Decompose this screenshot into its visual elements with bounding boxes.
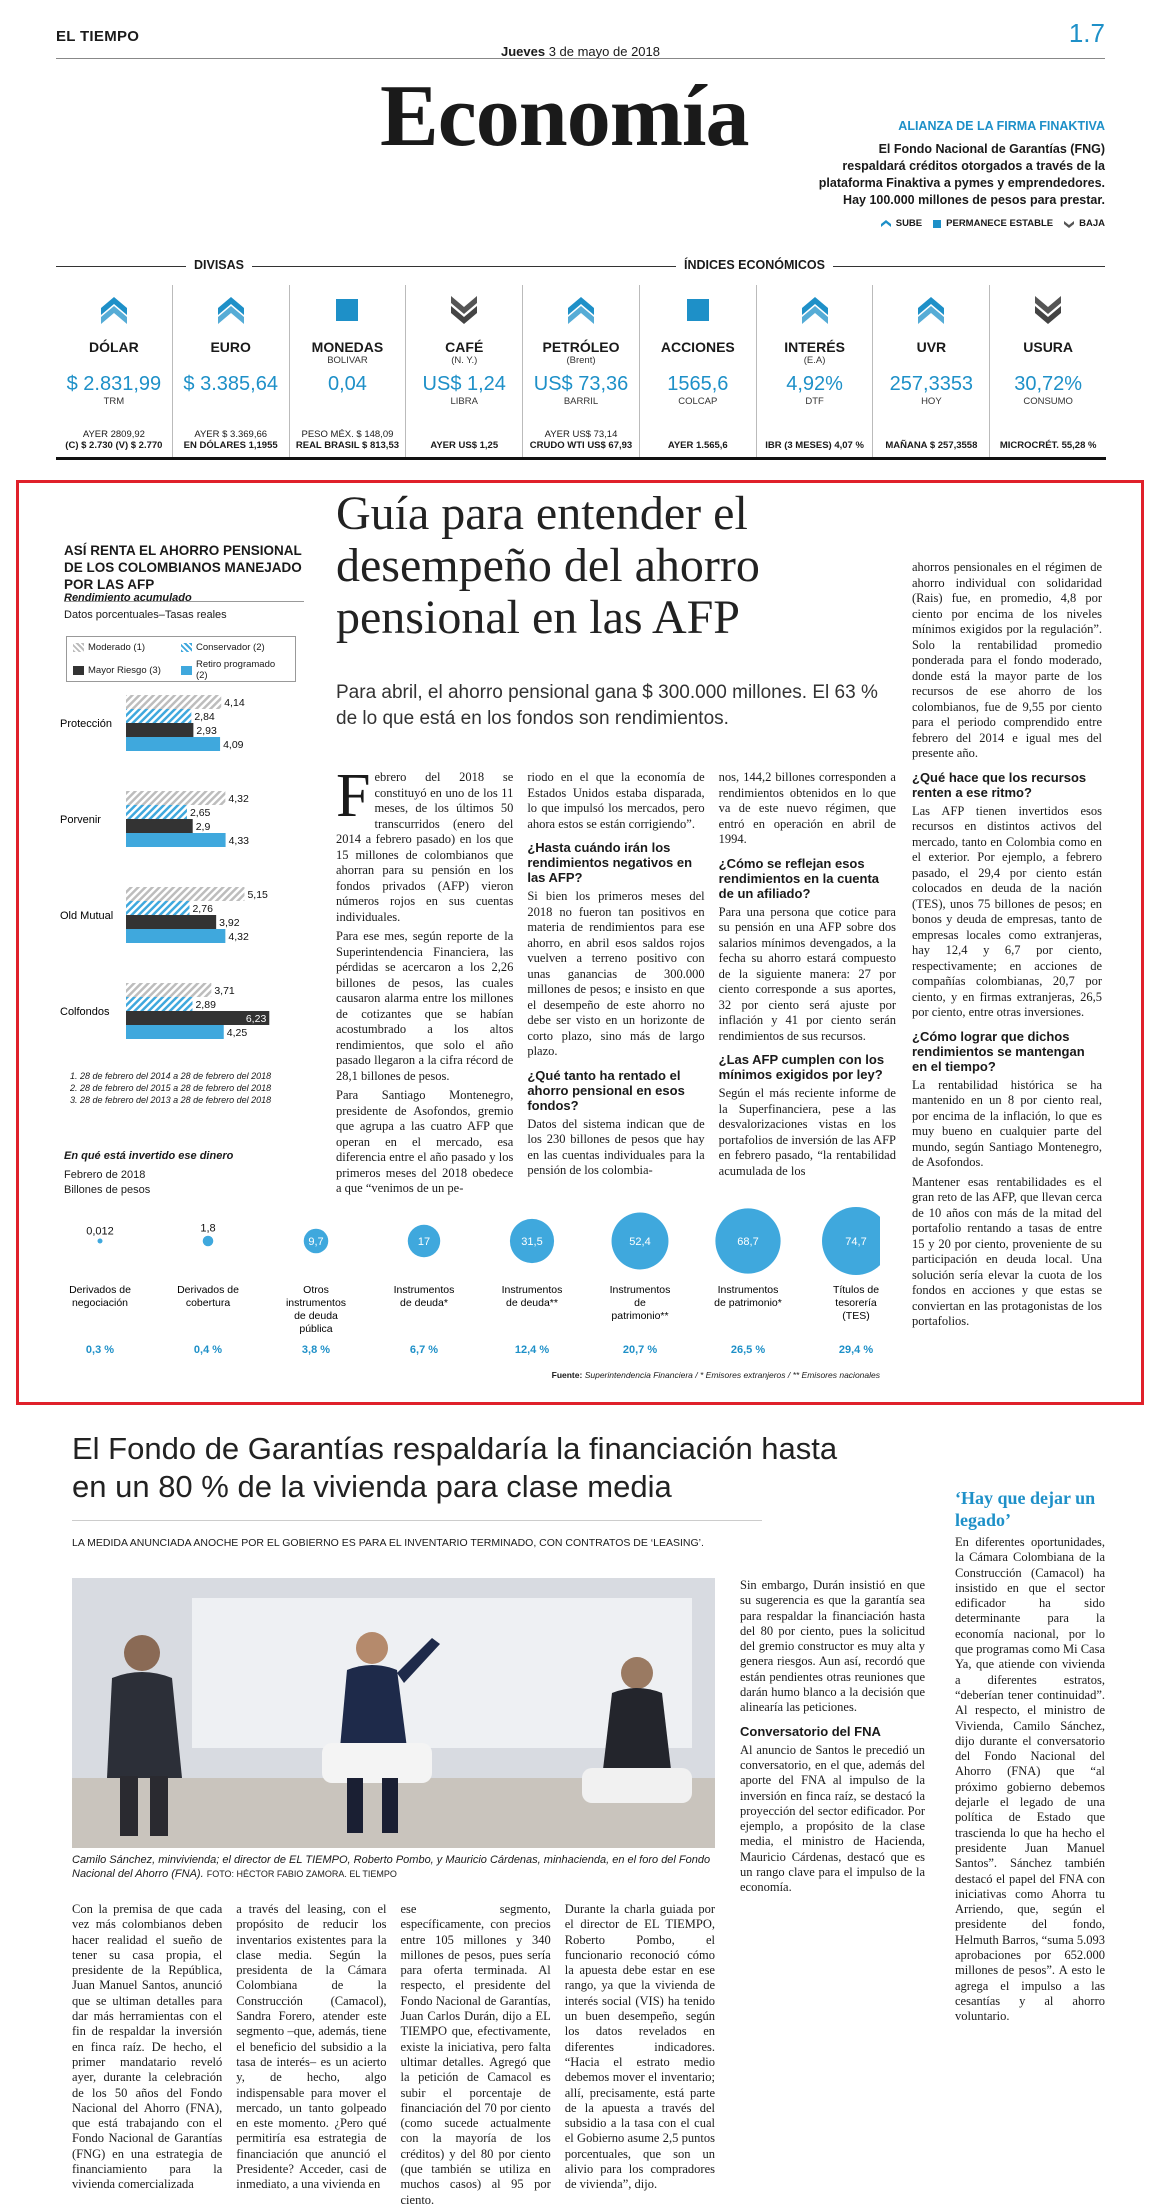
legend-conservador: Conservador (2) — [181, 642, 289, 653]
promo-kicker: ALIANZA DE LA FIRMA FINAKTIVA — [898, 119, 1105, 133]
date-rest: 3 de mayo de 2018 — [545, 44, 660, 59]
feature-deck: Para abril, el ahorro pensional gana $ 300.000 millones. El 63 % de lo que está en los fondos son rendimientos. — [336, 682, 878, 729]
bubble — [98, 1239, 103, 1244]
bar — [126, 805, 187, 819]
indicator-name: ACCIONES — [660, 339, 735, 355]
category-label: cobertura — [185, 1297, 231, 1309]
date-line — [0, 44, 1161, 59]
indicator-euro — [173, 285, 290, 457]
indicator-usura — [990, 285, 1106, 457]
indicator-unit: LIBRA — [450, 396, 478, 407]
category-label: (TES) — [842, 1310, 870, 1322]
story2-kicker: LA MEDIDA ANUNCIADA ANOCHE POR EL GOBIERNO ES PARA EL INVENTARIO TERMINADO, CON CONTRATOS DE ‘LEASING’. — [72, 1537, 704, 1549]
indicator-value: US$ 73,36 — [533, 373, 629, 395]
bubble-value: 74,7 — [845, 1236, 867, 1248]
chart2-unit: Billones de pesos — [64, 1184, 151, 1196]
indicator-sub: BOLIVAR — [327, 355, 368, 366]
story2-column-3: ese segmento, específicamente, con precios entre 105 millones y 340 millones de pesos, pues sería para oferta terminada. Al respecto, el presidente del Fondo Nacional de Garantías, Juan Carlos Durán, dijo a EL TIEMPO que, efectivamente, existe la iniciativa, pero falta ultimar detalles. Agregó que la petición de Camacol es subir el porcentaje de financiación del 70 por ciento (como sucede actualmente con la mayoría de los créditos) y del 80 por ciento (que también se utiliza en muchos casos) al 95 por ciento. — [400, 1902, 551, 2207]
bar-label: 2,84 — [194, 711, 215, 723]
paragraph: riodo en el que la economía de Estados Unidos estaba disparada, lo que impulsó los mercados, pero ahora estos se están corrigiendo”. — [527, 770, 705, 831]
indicator-name: UVR — [916, 339, 947, 355]
category-label: Derivados de — [69, 1284, 131, 1296]
indicator-value: $ 2.831,99 — [66, 373, 162, 395]
indices-header — [56, 258, 1105, 272]
feature-column-2 — [527, 770, 704, 1210]
bar — [126, 791, 225, 805]
paragraph: Para una persona que cotice para su pensión en una AFP sobre dos salarios mínimos devengados, a la fecha su ahorro estará compuesto de la siguiente manera: 27 por ciento corresponde a sus aportes, 32 por ciento será ajuste por inflación y 41 por ciento serán rendimientos de sus recursos. — [718, 904, 896, 1043]
category-label: Porvenir — [60, 814, 101, 826]
swatch-moderado — [73, 643, 84, 652]
arrow-up-icon — [523, 291, 639, 329]
indicator-sub — [56, 355, 172, 367]
swatch-mayor-riesgo — [73, 666, 84, 675]
bar — [126, 1025, 224, 1039]
question-heading: ¿Las AFP cumplen con los mínimos exigidos por ley? — [718, 1052, 885, 1082]
category-label: Derivados de — [177, 1284, 239, 1296]
legend-mayor-riesgo: Mayor Riesgo (3) — [73, 659, 181, 681]
indicator-footnote: MAÑANA $ 257,3558 — [885, 440, 978, 451]
legend-down: BAJA — [1063, 218, 1105, 229]
legend-stable: PERMANECE ESTABLE — [932, 218, 1053, 229]
indicator-sub — [173, 355, 289, 367]
category-label: de deuda — [294, 1310, 338, 1322]
source-label: Fuente: — [551, 1370, 583, 1380]
bar-label: 4,09 — [223, 739, 244, 751]
share-label: 3,8 % — [301, 1344, 331, 1356]
category-label: instrumentos — [285, 1297, 347, 1309]
bar — [126, 723, 193, 737]
indicator-name: USURA — [1023, 339, 1074, 355]
indicator-uvr — [873, 285, 990, 457]
bar-label: 4,33 — [228, 835, 250, 847]
indicator-unit: DTF — [805, 396, 824, 407]
share-label: 20,7 % — [622, 1344, 658, 1356]
share-label: 29,4 % — [838, 1344, 874, 1356]
section-title: Economía — [380, 68, 749, 165]
paragraph: Para ese mes, según reporte de la Superintendencia Financiera, las pérdidas se acercaron a los 2,26 billones de pesos, las cuales causaron alarma entre los millones de cotizantes que se habían acostumbrado a los altos rendimientos, que solo el año pasado llegaron a la cifra récord de 28,1 billones de pesos. — [336, 929, 514, 1083]
subheading: Conversatorio del FNA — [740, 1723, 881, 1739]
indicator-legend — [860, 218, 1105, 229]
bubble-value: 68,7 — [737, 1236, 759, 1248]
indicator-value: 4,92% — [786, 373, 843, 395]
indicator-footnote: MICROCRÉT. 55,28 % — [999, 440, 1097, 451]
square-stable-icon — [932, 219, 942, 229]
indicator-name: PETRÓLEO — [542, 339, 620, 355]
story2-column-2: a través del leasing, con el propósito de reducir los inventarios existentes para la clase media. Según la presidenta de la Cámara Colombiana de la Construcción (Camacol), Sandra Forero, atender este segmento –que, además, tiene el beneficio del subsidio a la tasa de interés– es un acierto y, de hecho, algo indispensable para mover el mercado, un tanto golpeado en este momento. ¿Pero qué permitiría esa estrategia de financiación que anunció el Presidente? Acceder, casi de inmediato, a una vivienda en — [236, 1902, 387, 2192]
chart1-subtitle: Datos porcentuales–Tasas reales — [64, 609, 227, 621]
feature-column-4 — [912, 560, 1102, 1334]
question-heading: ¿Qué tanto ha rentado el ahorro pensional en esos fondos? — [527, 1067, 685, 1113]
bubble-value: 17 — [417, 1236, 431, 1248]
indicator-unit: BARRIL — [563, 396, 599, 407]
indicator-footnote: AYER US$ 73,14 CRUDO WTI US$ 67,93 — [529, 429, 633, 451]
date-day: Jueves — [500, 44, 546, 59]
investment-bubble-chart — [40, 1205, 880, 1365]
chart1-note-2: 2. 28 de febrero del 2015 a 28 de febrero del 2018 — [70, 1083, 272, 1093]
question-heading: ¿Cómo se reflejan esos rendimientos en la cuenta de un afiliado? — [718, 855, 880, 901]
bubble — [203, 1236, 214, 1247]
category-label: patrimonio** — [611, 1310, 669, 1322]
category-label: Instrumentos — [609, 1284, 671, 1296]
category-label: Títulos de — [832, 1284, 880, 1296]
story2-body — [72, 1902, 715, 2207]
chart2-title: En qué está invertido ese dinero — [64, 1150, 234, 1162]
paragraph: Datos del sistema indican que de los 230 billones de pesos que hay en las cuentas individuales para la pensión de los colombia- — [527, 1116, 705, 1177]
indicator-sub: (Brent) — [566, 355, 596, 366]
bubble-value: 31,5 — [521, 1236, 543, 1248]
promo-text: El Fondo Nacional de Garantías (FNG) respaldará créditos otorgados a través de la plataforma Finaktiva a pymes y emprendedores. Hay 100.000 millones de pesos para prestar. — [818, 142, 1105, 207]
legend-moderado: Moderado (1) — [73, 642, 181, 653]
swatch-conservador — [181, 643, 192, 652]
legend-up: SUBE — [880, 218, 922, 229]
indicators-row — [56, 285, 1106, 460]
chart1-notes — [70, 1070, 271, 1106]
bar-label: 4,32 — [228, 931, 249, 943]
bar-label: 3,71 — [214, 985, 235, 997]
bar-label: 2,93 — [196, 725, 217, 737]
share-label: 12,4 % — [514, 1344, 550, 1356]
paragraph: Al anuncio de Santos le precedió un conversatorio, en el que, además del aporte del FNA al impulso de la inversión en finca raíz, se destacó la proyección del sector edificador. Por ejemplo, a propósito de la clase media, el ministro de Hacienda, Mauricio Cárdenas, destacó que es un rango clave para el impulso de la economía. — [740, 1742, 925, 1895]
paragraph: Si bien los primeros meses del 2018 no fueron tan positivos en materia de rendimientos para ese ahorro, en abril esos saldos rojos vuelven a terreno positivo con unas ganancias de 300.000 millones de pesos; e insisto en que el desempeño de este ahorro no debe ser visto en un horizonte de corto plazo, sino más de largo plazo. — [527, 889, 705, 1058]
story2-column-5 — [740, 1578, 925, 1900]
indicator-unit: COLCAP — [678, 396, 718, 407]
arrow-down-icon — [1063, 219, 1075, 229]
indicator-name: EURO — [210, 339, 251, 355]
indicator-sub — [990, 355, 1106, 367]
dropcap: F — [336, 762, 371, 830]
chart2-source — [420, 1370, 880, 1380]
indicator-value: 1565,6 — [667, 373, 729, 395]
indicator-sub: (E.A) — [803, 355, 826, 366]
paragraph: Febrero del 2018 se constituyó en uno de los 11 meses, de los últimos 50 transcurridos (enero del 2014 a febrero pasado) en los que 15 millones de colombianos que ahorran para su pensión en los fondos privados (AFP) vieron números rojos en sus cuentas individuales. — [336, 762, 514, 924]
share-label: 0,4 % — [193, 1344, 223, 1356]
indicator-sub: (N. Y.) — [451, 355, 478, 366]
caption-text: Camilo Sánchez, minvivienda; el director de EL TIEMPO, Roberto Pombo, y Mauricio Cárdenas, minhacienda, en el foro del Fondo Nacional del Ahorro (FNA). — [72, 1854, 711, 1880]
sidebar-body: En diferentes oportunidades, la Cámara Colombiana de la Construcción (Camacol) ha insistido en que el sector edificador ha sido determinante para la economía nacional, por lo que programas como Mi Casa Ya, que atiende con vivienda a diferentes estratos, “deberían tener continuidad”. Al respecto, el ministro de Vivienda, Camilo Sánchez, dijo durante el conversatorio del Fondo Nacional del Ahorro (FNA) que “al próximo gobierno debemos dejarle el legado de una política de Estado que trascienda lo que ha hecho el presidente Juan Manuel Santos”. Sánchez también destacó el papel del FNA con iniciativas como Ahorra tu Arriendo, que, según el presidente del fondo, Helmuth Barros, “suma 5.093 aprobaciones por 652.000 millones de pesos”. A esto le agrega el impulso a las cesantías y al ahorro voluntario. — [955, 1535, 1105, 2024]
category-label: pública — [299, 1323, 333, 1335]
feature-body — [336, 762, 896, 1210]
bar-label: 2,76 — [192, 903, 213, 915]
share-label: 6,7 % — [409, 1344, 439, 1356]
indices-label-economic: ÍNDICES ECONÓMICOS — [676, 258, 833, 272]
header-rule — [56, 58, 1105, 59]
share-label: 0,3 % — [85, 1344, 115, 1356]
indicator-unit: CONSUMO — [1023, 396, 1073, 407]
bar-label: 3,92 — [219, 917, 240, 929]
indicator-petroleo — [523, 285, 640, 457]
photo-credit: FOTO: HÉCTOR FABIO ZAMORA. EL TIEMPO — [206, 1869, 397, 1879]
arrow-down-icon — [406, 291, 522, 329]
bar-label: 4,14 — [224, 697, 245, 709]
category-label: de patrimonio* — [714, 1297, 782, 1309]
sidebar-title: ‘Hay que dejar un legado’ — [955, 1488, 1096, 1530]
forum-photo-illustration — [72, 1578, 715, 1848]
indicator-interes — [757, 285, 874, 457]
category-label: Instrumentos — [501, 1284, 563, 1296]
story2-column-1: Con la premisa de que cada vez más colombianos deben hacer realidad el sueño de tener su casa propia, el presidente de la República, Juan Manuel Santos, anunció que se ultiman detalles para dar más herramientas con el fin de respaldar la inversión en finca raíz. De hecho, el primer mandatario reveló ayer, durante la celebración de los 50 años del Fondo Nacional del Ahorro (FNA), que está trabajando con el Fondo Nacional de Garantías (FNG) en una estrategia de financiamiento para la vivienda comercializada — [72, 1902, 223, 2192]
photo-caption — [72, 1853, 715, 1881]
category-label: negociación — [71, 1297, 129, 1309]
story2-column-4: Durante la charla guiada por el director de EL TIEMPO, Roberto Pombo, el funcionario reconoció cómo la apuesta debe estar en ese rango, ya que la vivienda de interés social (VIS) ha tenido un buen desempeño, según los datos revelados en diferentes indicadores. “Hacia el estrato medio debemos mover el inventario; allí, precisamente, está parte de la apuesta a través del subsidio a la tasa con el cual el Gobierno asume 2,5 puntos porcentuales, que son un alivio para los compradores de vivienda”, dijo. — [564, 1902, 715, 2192]
indicator-acciones — [640, 285, 757, 457]
legend-retiro: Retiro programado (2) — [181, 659, 289, 681]
chart1-legend — [66, 636, 296, 682]
share-label: 26,5 % — [730, 1344, 766, 1356]
paragraph: Sin embargo, Durán insistió en que su sugerencia es que la garantía sea para respaldar la financiación hasta del 80 por ciento, pues la solicitud del gremio constructor es muy alta y genera riesgos. Aun así, recordó que están pendientes otras reuniones que darán humo blanco a la decisión que alinearía las peticiones. — [740, 1578, 925, 1715]
bubble-value: 52,4 — [629, 1236, 651, 1248]
bar — [126, 915, 216, 929]
forum-photo — [72, 1578, 715, 1848]
bar-label: 6,23 — [245, 1013, 267, 1025]
bar-label: 2,89 — [195, 999, 216, 1011]
story2-rule — [72, 1520, 762, 1521]
indicator-footnote: AYER 2809,92 (C) $ 2.730 (V) $ 2.770 — [65, 429, 163, 451]
indicator-value: 0,04 — [327, 373, 367, 395]
arrow-down-icon — [990, 291, 1106, 329]
bar — [126, 997, 192, 1011]
indicator-unit: HOY — [921, 396, 942, 407]
indicator-sub — [873, 355, 989, 367]
chart1-note-3: 3. 28 de febrero del 2013 a 28 de febrero del 2018 — [70, 1095, 272, 1105]
bubble-value: 0,012 — [86, 1225, 114, 1238]
indicator-sub — [640, 355, 756, 367]
arrow-up-icon — [873, 291, 989, 329]
arrow-up-icon — [173, 291, 289, 329]
indicator-name: CAFÉ — [445, 339, 484, 355]
bar — [126, 695, 221, 709]
chart1-note-1: 1. 28 de febrero del 2014 a 28 de febrero del 2018 — [70, 1071, 272, 1081]
indicator-value: $ 3.385,64 — [183, 373, 278, 395]
bar — [126, 737, 220, 751]
indicator-footnote: AYER 1.565,6 — [667, 440, 728, 451]
paragraph: ahorros pensionales en el régimen de ahorro individual con solidaridad (Rais) fue, en promedio, 4,8 por ciento por encima de los niveles mínimos exigidos por la regulación”. Solo la rentabilidad promedio ponderada para el fondo moderado, donde está la mayor parte de los recursos de ese ahorro de los colombianos, fue de 9,55 por ciento para el periodo comprendido entre febrero del 2014 e igual mes del presente año. — [912, 560, 1102, 760]
indicator-value: US$ 1,24 — [422, 373, 506, 395]
bubble-value: 9,7 — [308, 1236, 324, 1248]
bar-label: 5,15 — [247, 889, 268, 901]
paragraph: Mantener esas rentabilidades es el gran reto de las AFP, que llevan cerca de 10 años con más de la mitad del portafolio rentando a tasas de entre 15 y 20 por ciento, proveniente de su participación en deuda local. Una solución sería elevar la cuota de los fondos en acciones y que estas se conviertan en las protagonistas de los portafolios. — [912, 1174, 1102, 1328]
chart2-date: Febrero de 2018 — [64, 1169, 146, 1181]
story2-headline: El Fondo de Garantías respaldaría la financiación hasta en un 80 % de la vivienda para clase media — [72, 1431, 838, 1504]
bar — [126, 819, 193, 833]
indicator-footnote: AYER US$ 1,25 — [430, 440, 499, 451]
indicator-footnote: IBR (3 MESES) 4,07 % — [765, 440, 864, 451]
feature-headline: Guía para entender el desempeño del ahorro pensional en las AFP — [336, 487, 760, 644]
bar — [126, 833, 226, 847]
category-label: Protección — [60, 718, 112, 730]
indicator-value: 30,72% — [1014, 373, 1083, 395]
bar — [126, 709, 191, 723]
category-label: de deuda* — [400, 1297, 448, 1309]
category-label: Instrumentos — [717, 1284, 779, 1296]
bar-label: 2,9 — [195, 821, 211, 833]
square-stable-icon — [640, 291, 756, 329]
indicator-footnote: PESO MÉX. $ 148,09 REAL BRASIL $ 813,53 — [295, 429, 400, 451]
indicator-name: MONEDAS — [311, 339, 384, 355]
category-label: de deuda** — [506, 1297, 558, 1309]
question-heading: ¿Qué hace que los recursos renten a ese ritmo? — [912, 769, 1087, 800]
indicator-name: DÓLAR — [89, 339, 139, 355]
category-label: de — [634, 1297, 646, 1309]
bar — [126, 983, 211, 997]
paragraph: La rentabilidad histórica se ha mantenido en un 8 por ciento real, por encima de la inflación, lo que es muy bueno en cualquier parte del mundo, según Santiago Montenegro, de Asofondos. — [912, 1077, 1102, 1169]
page-number: 1.7 — [1068, 18, 1105, 48]
question-heading: ¿Cómo lograr que dichos rendimientos se mantengan en el tiempo? — [912, 1028, 1085, 1074]
indicator-unit: TRM — [103, 396, 125, 407]
chart1-title: Rendimiento acumulado — [64, 592, 192, 604]
bar — [126, 901, 189, 915]
indices-label-divisas: DIVISAS — [186, 258, 252, 272]
newspaper-brand: EL TIEMPO — [56, 28, 140, 45]
feature-column-3 — [719, 770, 896, 1210]
bar-label: 2,65 — [189, 807, 211, 819]
indicator-cafe — [406, 285, 523, 457]
category-label: Colfondos — [60, 1006, 110, 1018]
indicator-value: 257,3353 — [889, 373, 974, 395]
category-label: tesorería — [835, 1297, 877, 1309]
bar — [126, 929, 225, 943]
indicator-name: INTERÉS — [784, 339, 845, 355]
bubble-value: 1,8 — [200, 1222, 216, 1235]
paragraph: nos, 144,2 billones corresponden a rendimientos obtenidos en lo que va de este nuevo régimen, que entró en operación en abril de 1994. — [718, 770, 896, 846]
arrow-up-icon — [56, 291, 172, 329]
source-text: Superintendencia Financiera / * Emisores extranjeros / ** Emisores nacionales — [584, 1370, 880, 1380]
chart2-subtitle — [64, 1168, 150, 1198]
feature-column-1 — [336, 762, 514, 1210]
chart-kicker: ASÍ RENTA EL AHORRO PENSIONAL DE LOS COLOMBIANOS MANEJADO POR LAS AFP — [64, 542, 304, 602]
arrow-up-icon — [757, 291, 873, 329]
indicator-footnote: AYER $ 3.369,66 EN DÓLARES 1,1955 — [183, 429, 278, 451]
bar — [126, 887, 244, 901]
category-label: Instrumentos — [393, 1284, 455, 1296]
square-stable-icon — [290, 291, 406, 329]
promo-box — [815, 118, 1105, 209]
arrow-up-icon — [880, 219, 892, 229]
category-label: Old Mutual — [60, 910, 114, 922]
returns-bar-chart — [60, 695, 310, 1065]
indicator-dolar — [56, 285, 173, 457]
paragraph: Para Santiago Montenegro, presidente de Asofondos, gremio que agrupa a las cuatro AFP que operan en el mercado, esa diferencia entre el año pasado y los primeros meses del 2018 obedece a que “venimos de un pe- — [336, 1088, 514, 1195]
swatch-retiro — [181, 666, 192, 675]
bar-label: 4,25 — [226, 1027, 248, 1039]
paragraph: Según el más reciente informe de la Superfinanciera, pese a las desvalorizaciones vistas en los portafolios de inversión de las AFP en febrero pasado, “la rentabilidad acumulada de los — [718, 1086, 896, 1178]
category-label: Otros — [303, 1284, 329, 1296]
paragraph: Las AFP tienen invertidos esos recursos en distintos activos del mercado, tanto en Colombia como en el exterior. Por ejemplo, a febrero pasado, el 29,4 por ciento están colocados en deuda de la nación (TES), unos 75 billones de pesos; en bonos y deuda de empresas, tanto de empresas locales como extranjeras, hay 12,4 y 6,7 por ciento, respectivamente; en acciones de compañías colombianas, 20,7 por ciento, y en firmas extranjeras, 26,5 por ciento, entre otras inversiones. — [912, 803, 1102, 1019]
indicator-monedas — [290, 285, 407, 457]
bar-label: 4,32 — [228, 793, 249, 805]
question-heading: ¿Hasta cuándo irán los rendimientos negativos en las AFP? — [527, 840, 693, 885]
